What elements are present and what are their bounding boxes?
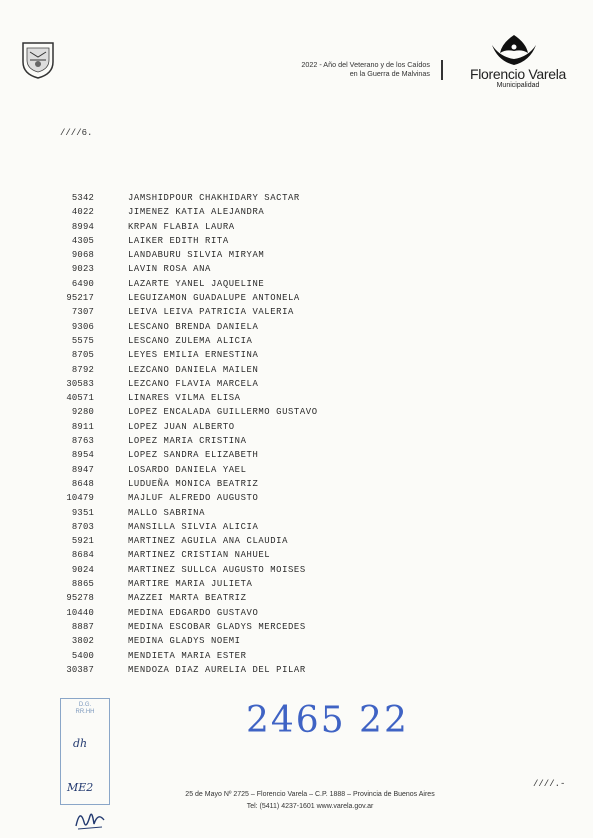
roster-row xyxy=(0,434,593,448)
roster-row xyxy=(0,506,593,520)
roster-row xyxy=(0,663,593,677)
employee-id: 6490 xyxy=(71,278,94,289)
stamp-initial: dh xyxy=(73,737,88,750)
employee-name: LEZCANO FLAVIA MARCELA xyxy=(128,378,259,389)
employee-id: 30387 xyxy=(66,664,94,675)
employee-name: LAZARTE YANEL JAQUELINE xyxy=(128,278,265,289)
employee-id: 8763 xyxy=(71,436,94,447)
employee-id: 8648 xyxy=(71,478,94,489)
employee-id: 8947 xyxy=(71,464,94,475)
roster-row xyxy=(0,334,593,348)
employee-name: MARTINEZ AGUILA ANA CLAUDIA xyxy=(128,536,288,547)
employee-id: 8705 xyxy=(71,350,94,361)
employee-id: 95217 xyxy=(66,293,94,304)
roster-row xyxy=(0,420,593,434)
roster-row xyxy=(0,405,593,419)
roster-row xyxy=(0,348,593,362)
header-motto xyxy=(230,60,430,78)
stamp-header-line-1: D.G. xyxy=(78,702,92,708)
roster-row xyxy=(0,205,593,219)
employee-id: 8911 xyxy=(71,421,94,432)
employee-name: MEDINA EDGARDO GUSTAVO xyxy=(128,607,259,618)
roster-row xyxy=(0,620,593,634)
employee-id: 5921 xyxy=(71,536,94,547)
page-continuation-mark: ////6. xyxy=(60,128,93,138)
florencio-varela-logo-icon xyxy=(488,31,540,71)
roster-row xyxy=(0,377,593,391)
signature-icon xyxy=(72,802,108,832)
employee-id: 40571 xyxy=(66,393,94,404)
employee-id: 8792 xyxy=(71,364,94,375)
footer-contact: Tel: (5411) 4237-1601 www.varela.gov.ar xyxy=(246,803,374,810)
employee-id: 4022 xyxy=(71,207,94,218)
footer-address: 25 de Mayo Nº 2725 – Florencio Varela – C.P. 1888 – Provincia de Buenos Aires xyxy=(185,791,435,798)
employee-name: LANDABURU SILVIA MIRYAM xyxy=(128,250,265,261)
employee-name: LEYES EMILIA ERNESTINA xyxy=(128,350,259,361)
roster-row xyxy=(0,534,593,548)
employee-id: 3802 xyxy=(71,636,94,647)
employee-id: 8703 xyxy=(71,521,94,532)
employee-id: 7307 xyxy=(71,307,94,318)
municipal-crest-icon xyxy=(20,40,56,80)
employee-name: LAIKER EDITH RITA xyxy=(128,235,229,246)
roster-row xyxy=(0,463,593,477)
employee-name: LOPEZ MARIA CRISTINA xyxy=(128,436,247,447)
employee-name: MAZZEI MARTA BEATRIZ xyxy=(128,593,247,604)
header-divider xyxy=(441,60,443,80)
employee-name: MARTINEZ CRISTIAN NAHUEL xyxy=(128,550,271,561)
employee-id: 4305 xyxy=(71,235,94,246)
employee-name: LEIVA LEIVA PATRICIA VALERIA xyxy=(128,307,294,318)
employee-name: MANSILLA SILVIA ALICIA xyxy=(128,521,259,532)
employee-name: JAMSHIDPOUR CHAKHIDARY SACTAR xyxy=(128,193,300,203)
employee-name: LOPEZ ENCALADA GUILLERMO GUSTAVO xyxy=(128,407,318,418)
roster-row xyxy=(0,305,593,319)
employee-name: MENDIETA MARIA ESTER xyxy=(128,650,247,661)
motto-line-2: en la Guerra de Malvinas xyxy=(349,69,430,78)
employee-name: MEDINA GLADYS NOEMI xyxy=(128,636,241,647)
employee-name: LESCANO BRENDA DANIELA xyxy=(128,321,259,332)
employee-name: KRPAN FLABIA LAURA xyxy=(128,221,235,232)
hr-stamp xyxy=(60,698,110,805)
roster-row xyxy=(0,220,593,234)
employee-id: 5400 xyxy=(71,650,94,661)
employee-name: MEDINA ESCOBAR GLADYS MERCEDES xyxy=(128,621,306,632)
employee-id: 8954 xyxy=(71,450,94,461)
roster-row xyxy=(0,649,593,663)
employee-id: 9068 xyxy=(71,250,94,261)
employee-id: 9306 xyxy=(71,321,94,332)
stamp-header-line-2: RR.HH xyxy=(75,709,95,715)
employee-name: LAVIN ROSA ANA xyxy=(128,264,211,275)
employee-id: 10479 xyxy=(66,493,94,504)
employee-name: LEGUIZAMON GUADALUPE ANTONELA xyxy=(128,293,300,304)
employee-name: LESCANO ZULEMA ALICIA xyxy=(128,335,253,346)
roster-row xyxy=(0,448,593,462)
roster-row xyxy=(0,363,593,377)
record-number-stamp: 2465 22 xyxy=(246,700,409,741)
motto-line-1: 2022 - Año del Veterano y de los Caídos xyxy=(301,60,430,69)
employee-id: 10440 xyxy=(66,607,94,618)
roster-row xyxy=(0,634,593,648)
roster-row xyxy=(0,606,593,620)
employee-name: MALLO SABRINA xyxy=(128,507,206,518)
roster-row xyxy=(0,277,593,291)
employee-id: 9024 xyxy=(71,564,94,575)
stamp-handwritten-note: ME2 xyxy=(67,781,94,794)
employee-name: LUDUEÑA MONICA BEATRIZ xyxy=(128,478,259,489)
logo-name: Florencio Varela xyxy=(469,66,567,82)
employee-id: 8994 xyxy=(71,221,94,232)
employee-name: LOPEZ JUAN ALBERTO xyxy=(128,421,235,432)
employee-name: LOSARDO DANIELA YAEL xyxy=(128,464,247,475)
employee-id: 5342 xyxy=(71,193,94,203)
continues-next-page-mark: ////.- xyxy=(533,779,566,789)
employee-name: MAJLUF ALFREDO AUGUSTO xyxy=(128,493,259,504)
employee-name: MARTINEZ SULLCA AUGUSTO MOISES xyxy=(128,564,306,575)
roster-row xyxy=(0,591,593,605)
roster-row xyxy=(0,391,593,405)
personnel-roster xyxy=(0,191,593,677)
employee-name: LEZCANO DANIELA MAILEN xyxy=(128,364,259,375)
employee-id: 95278 xyxy=(66,593,94,604)
roster-row xyxy=(0,563,593,577)
roster-row xyxy=(0,191,593,205)
roster-row xyxy=(0,291,593,305)
employee-id: 9351 xyxy=(71,507,94,518)
roster-row xyxy=(0,248,593,262)
logo-subtitle: Municipalidad xyxy=(496,82,540,89)
roster-row xyxy=(0,262,593,276)
employee-name: LINARES VILMA ELISA xyxy=(128,393,241,404)
roster-row xyxy=(0,577,593,591)
employee-id: 8865 xyxy=(71,579,94,590)
stamp-header xyxy=(61,702,109,716)
employee-id: 9280 xyxy=(71,407,94,418)
employee-id: 5575 xyxy=(71,335,94,346)
employee-name: MENDOZA DIAZ AURELIA DEL PILAR xyxy=(128,664,306,675)
employee-name: JIMENEZ KATIA ALEJANDRA xyxy=(128,207,265,218)
roster-row xyxy=(0,548,593,562)
roster-row xyxy=(0,234,593,248)
roster-row xyxy=(0,477,593,491)
roster-row xyxy=(0,520,593,534)
employee-id: 8684 xyxy=(71,550,94,561)
employee-id: 8887 xyxy=(71,621,94,632)
roster-row xyxy=(0,320,593,334)
roster-row xyxy=(0,491,593,505)
employee-name: LOPEZ SANDRA ELIZABETH xyxy=(128,450,259,461)
employee-id: 9023 xyxy=(71,264,94,275)
employee-name: MARTIRE MARIA JULIETA xyxy=(128,579,253,590)
employee-id: 30583 xyxy=(66,378,94,389)
